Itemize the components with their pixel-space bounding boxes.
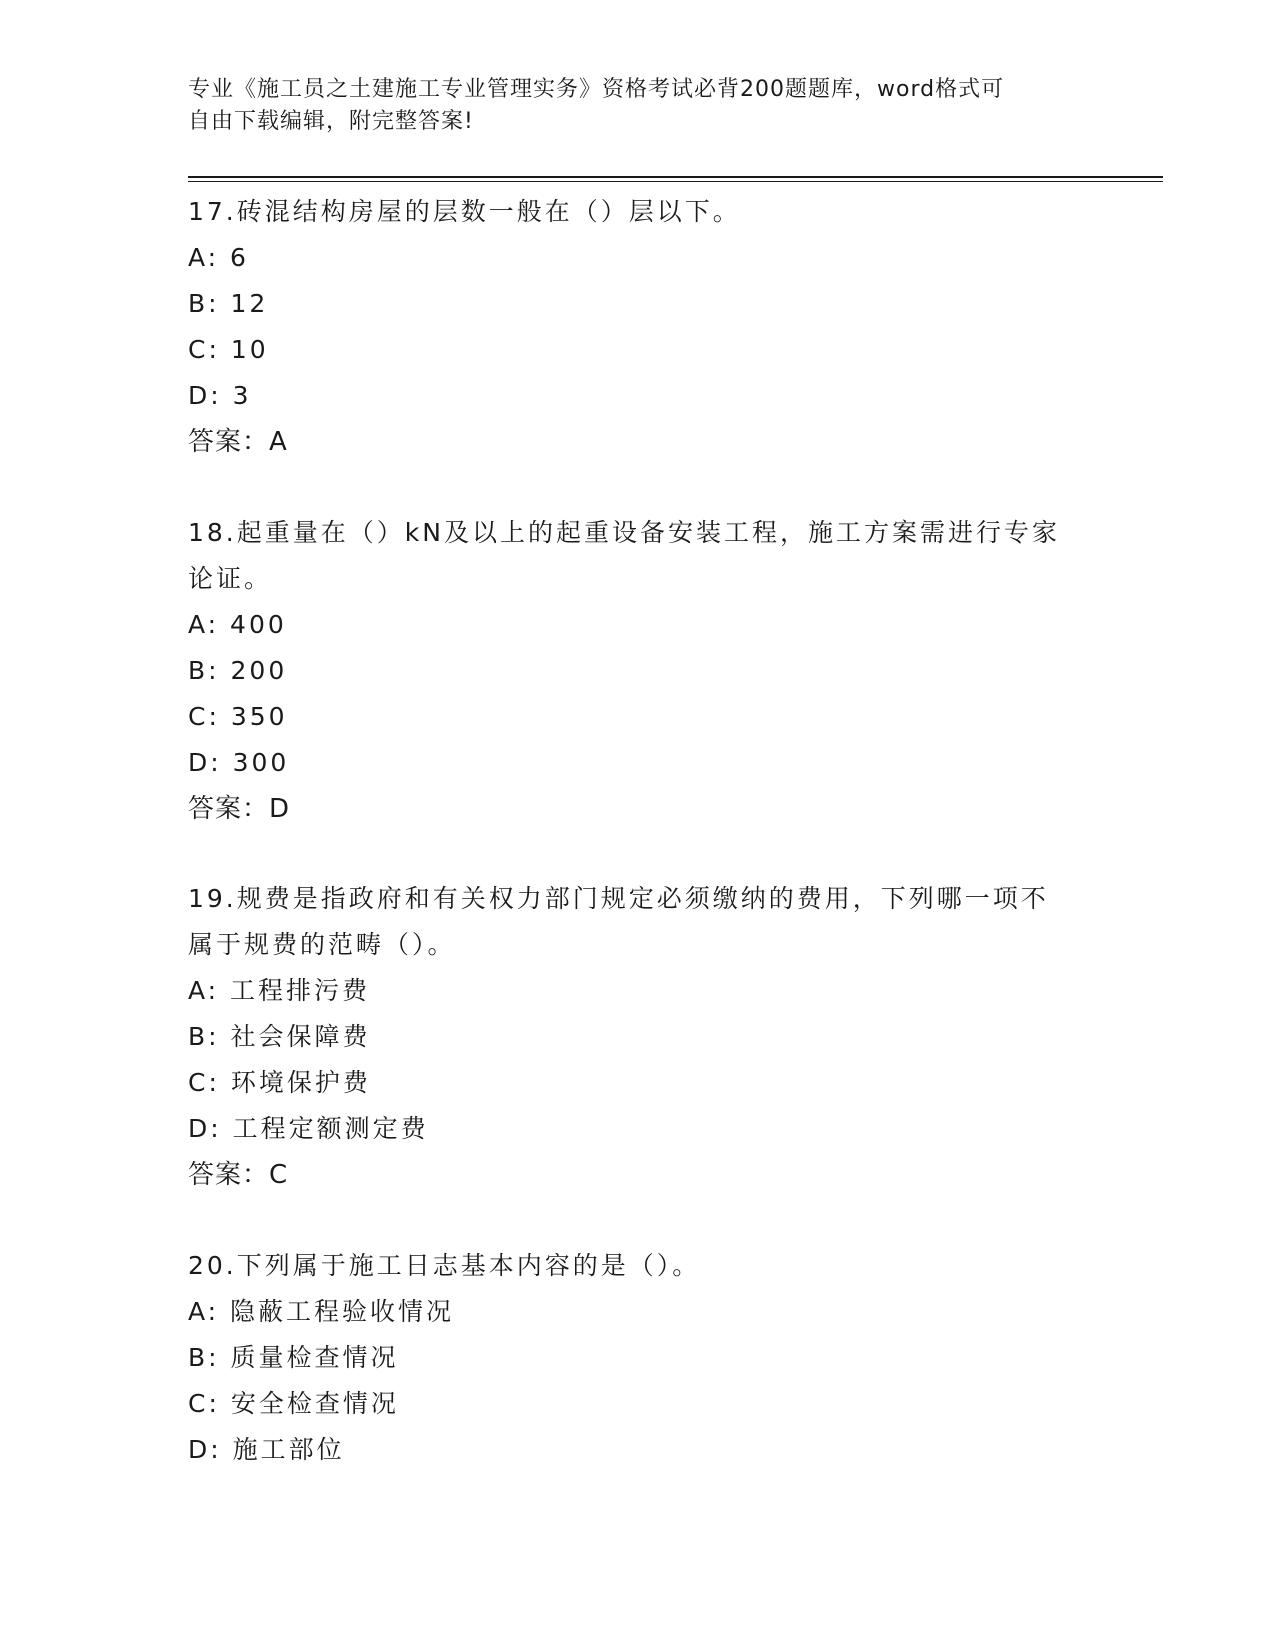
option-d: D: 施工部位 (188, 1435, 345, 1464)
option-d: D: 工程定额测定费 (188, 1114, 429, 1143)
option-d: D: 300 (188, 748, 290, 777)
option-b: B: 12 (188, 289, 269, 318)
answer-line: 答案：D (188, 794, 291, 824)
option-a: A: 工程排污费 (188, 976, 371, 1005)
option-c: C: 安全检查情况 (188, 1389, 399, 1418)
option-b: B: 200 (188, 656, 288, 685)
answer-line: 答案：A (188, 427, 288, 457)
question-stem: 19.规费是指政府和有关权力部门规定必须缴纳的费用，下列哪一项不 (188, 884, 1049, 913)
question-stem-continued: 属于规费的范畴（）。 (188, 930, 456, 959)
option-b: B: 社会保障费 (188, 1022, 371, 1051)
question-stem: 18.起重量在（）kN及以上的起重设备安装工程，施工方案需进行专家 (188, 518, 1060, 547)
question-17 (188, 189, 1108, 465)
option-a: A: 6 (188, 243, 249, 272)
question-stem-continued: 论证。 (188, 564, 273, 593)
header-line-1: 专业《施工员之土建施工专业管理实务》资格考试必背200题题库，word格式可 (188, 77, 1005, 102)
option-b: B: 质量检查情况 (188, 1343, 399, 1372)
header-divider-thin (188, 181, 1163, 182)
header-line-2: 自由下载编辑，附完整答案! (188, 109, 474, 134)
question-20 (188, 1243, 1108, 1473)
question-stem: 17.砖混结构房屋的层数一般在（）层以下。 (188, 197, 741, 226)
option-a: A: 400 (188, 610, 287, 639)
question-19 (188, 876, 1108, 1198)
option-c: C: 10 (188, 335, 269, 364)
option-d: D: 3 (188, 381, 252, 410)
option-a: A: 隐蔽工程验收情况 (188, 1297, 455, 1326)
document-header (188, 74, 1088, 138)
header-divider-thick (188, 176, 1163, 178)
answer-line: 答案：C (188, 1160, 289, 1190)
question-stem: 20.下列属于施工日志基本内容的是（）。 (188, 1251, 701, 1280)
option-c: C: 环境保护费 (188, 1068, 371, 1097)
question-18 (188, 510, 1108, 832)
option-c: C: 350 (188, 702, 288, 731)
